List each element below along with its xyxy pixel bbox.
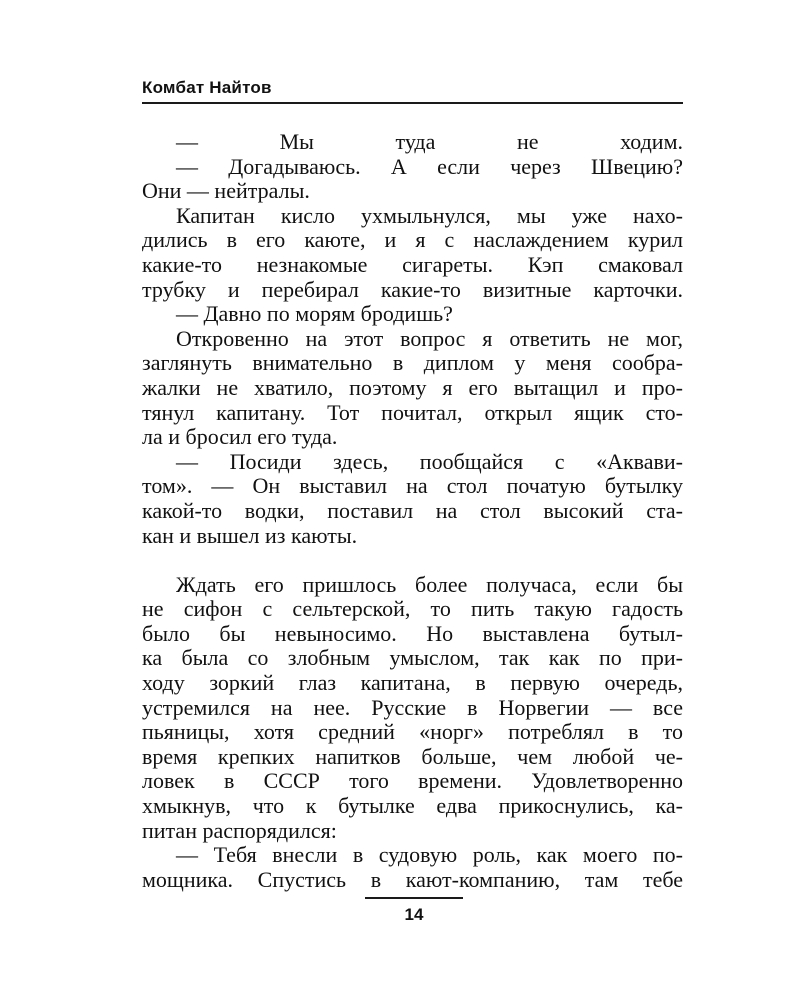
text-line: питан распорядился: bbox=[142, 818, 337, 843]
text-line: устремился на нее. Русские в Норвегии — все bbox=[142, 695, 683, 720]
text-line: Откровенно на этот вопрос я ответить не мог, bbox=[176, 326, 683, 351]
section-break bbox=[142, 548, 683, 573]
text-line: дились в его каюте, и я с наслаждением курил bbox=[142, 228, 683, 253]
text-line: — Догадываюсь. А если через Швецию? bbox=[176, 154, 683, 179]
text-line: кан и вышел из каюты. bbox=[142, 523, 358, 548]
text-line: том». — Он выставил на стол початую бутылку bbox=[142, 474, 683, 499]
text-line: жалки не хватило, поэтому я его вытащил и про- bbox=[142, 375, 683, 400]
text-line: — Посиди здесь, пообщайся с «Аквави- bbox=[176, 449, 683, 474]
page-number: 14 bbox=[404, 905, 424, 924]
text-line: не сифон с сельтерской, то пить такую гадость bbox=[142, 597, 683, 622]
text-line: ловек в СССР того времени. Удовлетворенно bbox=[142, 769, 683, 794]
text-line: ходу зоркий глаз капитана, в первую очередь, bbox=[142, 671, 683, 696]
text-line: трубку и перебирал какие-то визитные карточки. bbox=[142, 277, 683, 302]
text-line: тянул капитану. Тот почитал, открыл ящик сто- bbox=[142, 400, 683, 425]
text-line: Капитан кисло ухмыльнулся, мы уже нахо- bbox=[176, 203, 683, 228]
text-line: Ждать его пришлось более получаса, если бы bbox=[176, 572, 683, 597]
text-line: — Тебя внесли в судовую роль, как моего по- bbox=[176, 843, 683, 868]
running-header bbox=[142, 76, 683, 104]
text-line: время крепких напитков больше, чем любой че- bbox=[142, 744, 683, 769]
text-line: хмыкнув, что к бутылке едва прикоснулись, ка- bbox=[142, 794, 683, 819]
text-line: было бы невыносимо. Но выставлена бутыл- bbox=[142, 621, 683, 646]
page-text bbox=[142, 130, 683, 892]
header-title: Комбат Найтов bbox=[142, 78, 272, 97]
text-line: какой-то водки, поставил на стол высокий ста- bbox=[142, 498, 683, 523]
text-line: ла и бросил его туда. bbox=[142, 425, 338, 450]
text-line: заглянуть внимательно в диплом у меня сообра- bbox=[142, 351, 683, 376]
text-line: — Давно по морям бродишь? bbox=[176, 302, 453, 327]
text-line: Они — нейтралы. bbox=[142, 179, 310, 204]
text-line: — Мы туда не ходим. bbox=[176, 130, 683, 154]
footer-rule bbox=[365, 897, 463, 899]
text-line: пьяницы, хотя средний «норг» потреблял в то bbox=[142, 720, 683, 745]
text-line: ка была со злобным умыслом, так как по при- bbox=[142, 646, 683, 671]
text-line: какие-то незнакомые сигареты. Кэп смаковал bbox=[142, 252, 683, 277]
text-line: мощника. Спустись в кают-компанию, там тебе bbox=[142, 867, 683, 892]
